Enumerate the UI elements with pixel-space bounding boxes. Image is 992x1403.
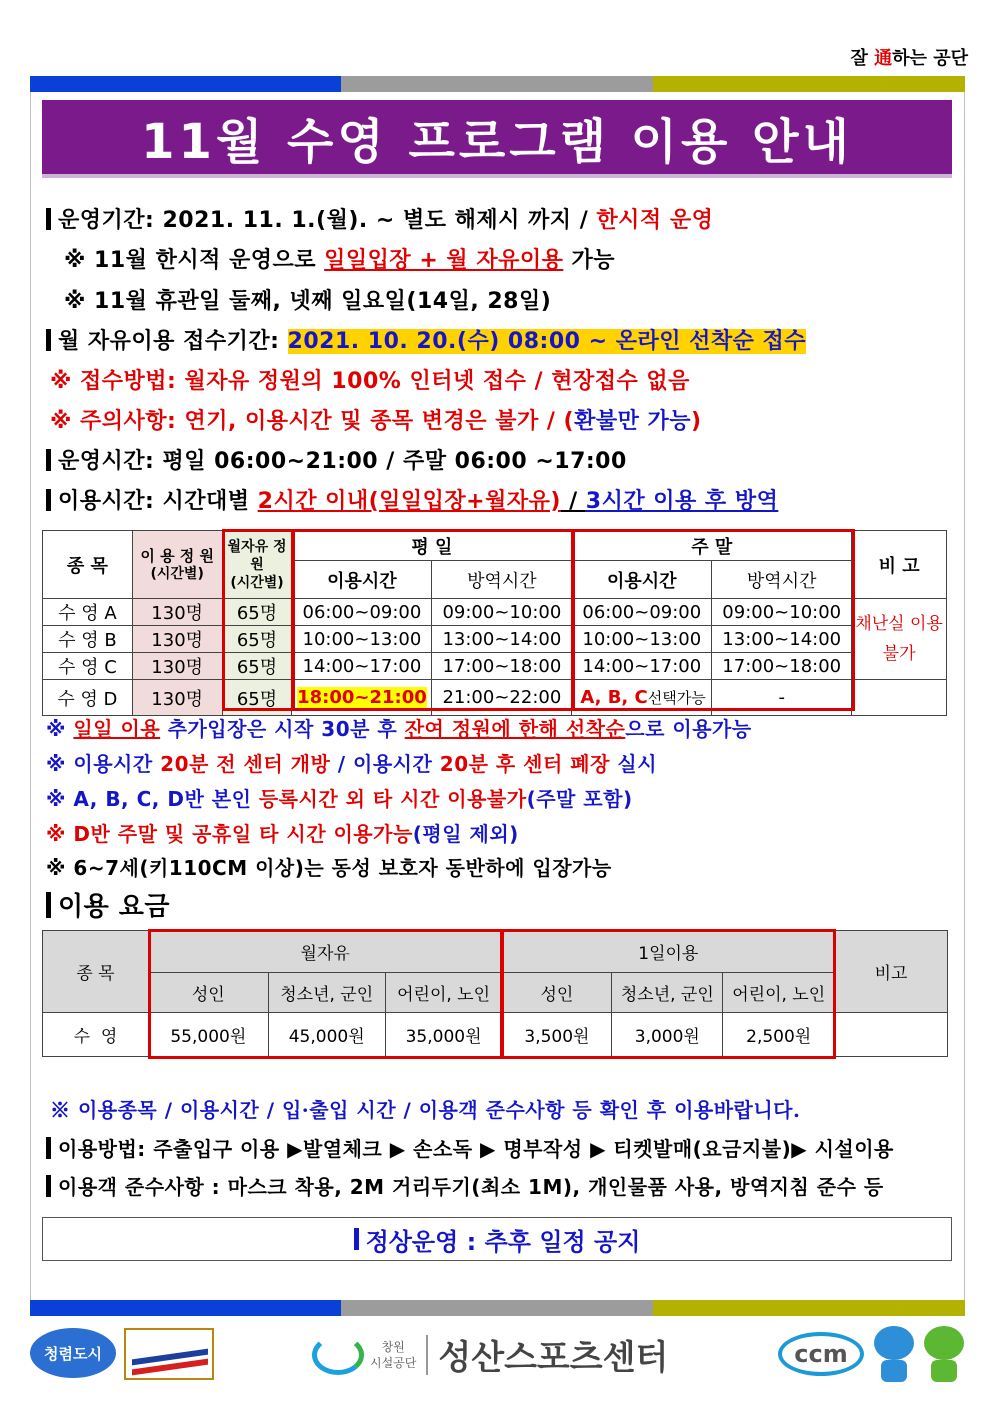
row-capacity: 130명	[132, 680, 222, 716]
fee-row-name: 수 영	[43, 1013, 149, 1057]
fee-value: 35,000원	[385, 1013, 502, 1057]
schedule-table	[42, 530, 947, 716]
row-weekend-use: A, B, C선택가능	[572, 680, 712, 716]
org-name: 성산스포츠센터	[438, 1338, 669, 1378]
table-row	[43, 599, 947, 626]
bottom-color-bar	[30, 1300, 965, 1316]
row-name: 수 영 A	[43, 599, 133, 626]
header-weekend: 주 말	[572, 531, 852, 561]
fees-heading: 이용 요금	[46, 886, 170, 923]
row-capacity: 130명	[132, 599, 222, 626]
row-monthly: 65명	[222, 680, 292, 716]
row-weekday-disinfect: 21:00~22:00	[432, 680, 572, 716]
row-weekday-use: 18:00~21:00	[292, 680, 432, 716]
row-name: 수 영 D	[43, 680, 133, 716]
row-remark-empty	[852, 680, 947, 716]
slogan: 잘 通하는 공단	[850, 48, 968, 69]
fee-value: 2,500원	[723, 1013, 835, 1057]
note-temporary: ※ 11월 한시적 운영으로 일일입장 + 월 자유이용 가능	[64, 248, 616, 273]
header-remarks: 비 고	[852, 531, 947, 599]
row-weekend-disinfect: 09:00~10:00	[712, 599, 852, 626]
usage-time: 이용시간: 시간대별 2시간 이내(일일입장+월자유) / 3시간 이용 후 방역	[46, 484, 778, 515]
fee-header-remarks: 비고	[835, 931, 948, 1013]
certificate-logo	[124, 1328, 214, 1380]
header-weekday: 평 일	[292, 531, 572, 561]
note-4: ※ D반 주말 및 공휴일 타 시간 이용가능(평일 제외)	[46, 822, 519, 846]
fee-header-program: 종 목	[43, 931, 149, 1013]
mascot-blue-icon	[872, 1326, 916, 1382]
table-row	[43, 1013, 948, 1057]
fee-header-daily: 1일이용	[502, 931, 835, 973]
bullet-bar-icon	[46, 1137, 51, 1159]
clean-city-logo: 청렴도시	[30, 1328, 116, 1378]
row-capacity: 130명	[132, 626, 222, 653]
fee-col-label: 성인	[502, 973, 612, 1013]
bullet-bar-icon	[46, 892, 51, 918]
mascot-green-icon	[922, 1326, 966, 1382]
row-weekday-disinfect: 17:00~18:00	[432, 653, 572, 680]
org-logo: 창원 시설공단 성산스포츠센터	[312, 1330, 668, 1379]
fee-col-label: 어린이, 노인	[723, 973, 835, 1013]
row-name: 수 영 C	[43, 653, 133, 680]
header-weekday-disinfect: 방역시간	[432, 561, 572, 599]
row-weekday-use: 14:00~17:00	[292, 653, 432, 680]
operation-period: 운영기간: 2021. 11. 1.(월). ~ 별도 해제시 까지 / 한시적 운영	[46, 203, 713, 234]
fee-value: 3,500원	[502, 1013, 612, 1057]
bullet-bar-icon	[46, 449, 51, 471]
operating-hours: 운영시간: 평일 06:00~21:00 / 주말 06:00 ~17:00	[46, 444, 627, 475]
usage-method: 이용방법: 주출입구 이용 ▶발열체크 ▶ 손소독 ▶ 명부작성 ▶ 티켓발매(요금지불)▶ 시설이용	[46, 1133, 894, 1162]
page-title: 11월 수영 프로그램 이용 안내	[141, 113, 853, 170]
title-banner	[42, 100, 952, 178]
note-closed-days: ※ 11월 휴관일 둘째, 넷째 일요일(14일, 28일)	[64, 289, 552, 314]
caution: ※ 주의사항: 연기, 이용시간 및 종목 변경은 불가 / (환불만 가능)	[50, 409, 702, 434]
bullet-bar-icon	[46, 489, 51, 511]
fee-col-label: 성인	[148, 973, 268, 1013]
row-monthly: 65명	[222, 626, 292, 653]
bullet-bar-icon	[46, 1175, 51, 1197]
row-weekend-use: 14:00~17:00	[572, 653, 712, 680]
fee-col-label: 어린이, 노인	[385, 973, 502, 1013]
row-weekend-use: 06:00~09:00	[572, 599, 712, 626]
header-program: 종 목	[43, 531, 133, 599]
row-name: 수 영 B	[43, 626, 133, 653]
fee-value: 3,000원	[612, 1013, 723, 1057]
bullet-bar-icon	[354, 1228, 359, 1250]
reception-method: ※ 접수방법: 월자유 정원의 100% 인터넷 접수 / 현장접수 없음	[50, 369, 690, 394]
fee-col-label: 청소년, 군인	[268, 973, 385, 1013]
row-monthly: 65명	[222, 653, 292, 680]
reception-period: 월 자유이용 접수기간: 2021. 10. 20.(수) 08:00 ~ 온라인 선착순 접수	[46, 324, 806, 355]
row-weekend-use: 10:00~13:00	[572, 626, 712, 653]
row-weekend-disinfect: 17:00~18:00	[712, 653, 852, 680]
fee-header-monthly: 월자유	[148, 931, 502, 973]
row-weekday-use: 06:00~09:00	[292, 599, 432, 626]
note-1: ※ 일일 이용 추가입장은 시작 30분 후 잔여 정원에 한해 선착순으로 이용가능	[46, 717, 752, 741]
slogan-highlight: 通	[874, 48, 893, 69]
note-2: ※ 이용시간 20분 전 센터 개방 / 이용시간 20분 후 센터 폐장 실시	[46, 752, 658, 776]
row-weekday-use: 10:00~13:00	[292, 626, 432, 653]
header-weekday-use: 이용시간	[292, 561, 432, 599]
remark-cell: 채난실 이용불가	[852, 599, 947, 680]
header-weekend-use: 이용시간	[572, 561, 712, 599]
header-capacity: 이 용 정 원 (시간별)	[132, 531, 222, 599]
fee-table	[42, 930, 948, 1057]
check-notice: ※ 이용종목 / 이용시간 / 입·출입 시간 / 이용객 준수사항 등 확인 후 이용바랍니다.	[50, 1098, 801, 1122]
fee-value: 45,000원	[268, 1013, 385, 1057]
table-row	[43, 680, 947, 716]
note-5: ※ 6~7세(키110CM 이상)는 동성 보호자 동반하에 입장가능	[46, 856, 612, 880]
ccm-logo: ccm	[778, 1332, 864, 1376]
fee-value: 55,000원	[148, 1013, 268, 1057]
fee-col-label: 청소년, 군인	[612, 973, 723, 1013]
row-monthly: 65명	[222, 599, 292, 626]
bullet-bar-icon	[46, 208, 51, 230]
table-row	[43, 653, 947, 680]
row-weekday-disinfect: 09:00~10:00	[432, 599, 572, 626]
header-monthly-capacity: 월자유 정원 (시간별)	[222, 531, 292, 599]
row-capacity: 130명	[132, 653, 222, 680]
row-weekend-disinfect: 13:00~14:00	[712, 626, 852, 653]
normal-operation-box: 정상운영 : 추후 일정 공지	[42, 1217, 952, 1261]
visitor-rules: 이용객 준수사항 : 마스크 착용, 2M 거리두기(최소 1M), 개인물품 사용, 방역지침 준수 등	[46, 1171, 884, 1200]
row-weekend-disinfect: -	[712, 680, 852, 716]
bullet-bar-icon	[46, 329, 51, 351]
fee-remarks-empty	[835, 1013, 948, 1057]
table-row	[43, 626, 947, 653]
row-weekday-disinfect: 13:00~14:00	[432, 626, 572, 653]
note-3: ※ A, B, C, D반 본인 등록시간 외 타 시간 이용불가(주말 포함)	[46, 787, 633, 811]
top-color-bar	[30, 76, 965, 92]
header-weekend-disinfect: 방역시간	[712, 561, 852, 599]
footer-logos	[0, 1320, 992, 1390]
org-swoosh-icon	[312, 1335, 364, 1375]
